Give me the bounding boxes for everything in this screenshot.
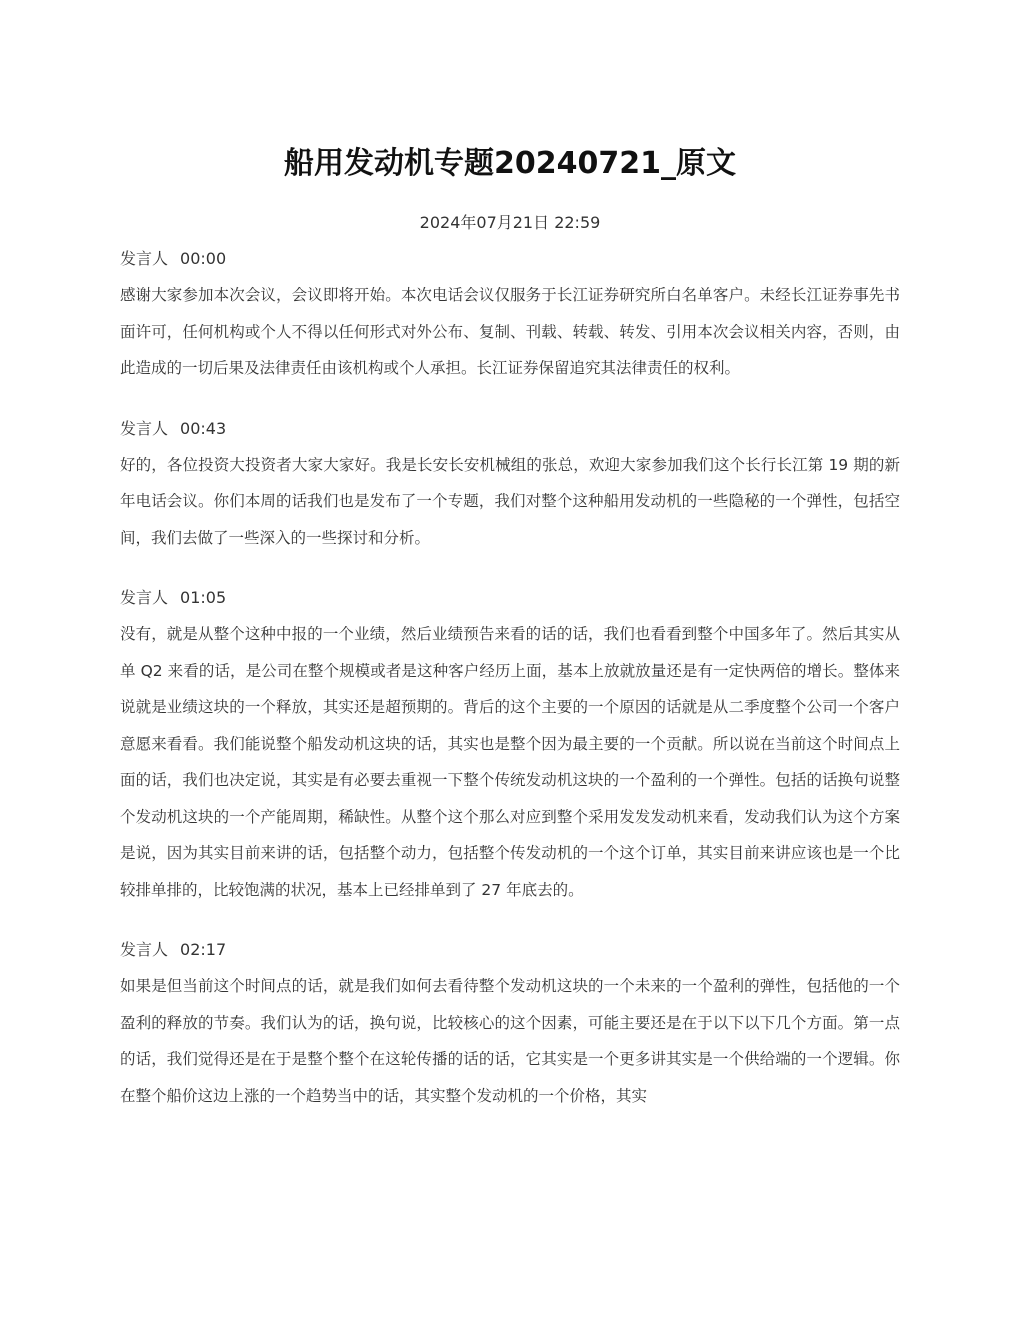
transcript-paragraph: 如果是但当前这个时间点的话，就是我们如何去看待整个发动机这块的一个未来的一个盈利的弹性，包括他的一个盈利的释放的节奏。我们认为的话，换句说，比较核心的这个因素，可能主要还是在于以下以下几个方面。第一点的话，我们觉得还是在于是整个整个在这轮传播的话的话，它其实是一个更多讲其实是一个供给端的一个逻辑。你在整个船价这边上涨的一个趋势当中的话，其实整个发动机的一个价格，其实 [120,977,900,1105]
speaker-timestamp: 00:43 [180,418,227,438]
speaker-line [120,584,900,612]
speaker-line [120,415,900,443]
speaker-name: 发言人 [120,249,169,268]
transcript-body [120,245,900,1142]
transcript-paragraph: 没有，就是从整个这种中报的一个业绩，然后业绩预告来看的话的话，我们也看看到整个中国多年了。然后其实从单 Q2 来看的话，是公司在整个规模或者是这种客户经历上面，基本上放就放量还是有一定快两倍的增长。整体来说就是业绩这块的一个释放，其实还是超预期的。背后的这个主要的一个原因的话就是从二季度整个公司一个客户意愿来看看。我们能说整个船发动机这块的话，其实也是整个因为最主要的一个贡献。所以说在当前这个时间点上面的话，我们也决定说，其实是有必要去重视一下整个传统发动机这块的一个盈利的一个弹性。包括的话换句说整个发动机这块的一个产能周期，稀缺性。从整个这个那么对应到整个采用发发发动机来看，发动我们认为这个方案是说，因为其实目前来讲的话，包括整个动力，包括整个传发动机的一个这个订单，其实目前来讲应该也是一个比较排单排的，比较饱满的状况，基本上已经排单到了 27 年底去的。 [120,625,900,899]
speaker-line [120,936,900,964]
transcript-paragraph: 好的，各位投资大投资者大家大家好。我是长安长安机械组的张总，欢迎大家参加我们这个长行长江第 19 期的新年电话会议。你们本周的话我们也是发布了一个专题，我们对整个这种船用发动机的一些隐秘的一个弹性，包括空间，我们去做了一些深入的一些探讨和分析。 [120,455,900,547]
transcript-section [120,415,900,557]
transcript-section [120,584,900,908]
speaker-name: 发言人 [120,588,169,607]
document-date: 2024年07月21日 22:59 [419,213,601,232]
document-title: 船用发动机专题20240721_原文 [284,146,736,181]
transcript-section [120,245,900,387]
speaker-timestamp: 00:00 [180,249,227,268]
speaker-name: 发言人 [120,418,169,438]
speaker-timestamp: 02:17 [180,940,227,959]
speaker-name: 发言人 [120,940,169,959]
speaker-timestamp: 01:05 [180,588,227,607]
transcript-paragraph: 感谢大家参加本次会议，会议即将开始。本次电话会议仅服务于长江证券研究所白名单客户。未经长江证券事先书面许可，任何机构或个人不得以任何形式对外公布、复制、刊载、转载、转发、引用本次会议相关内容，否则，由此造成的一切后果及法律责任由该机构或个人承担。长江证券保留追究其法律责任的权利。 [120,286,900,377]
transcript-section [120,936,900,1114]
speaker-line [120,245,900,273]
